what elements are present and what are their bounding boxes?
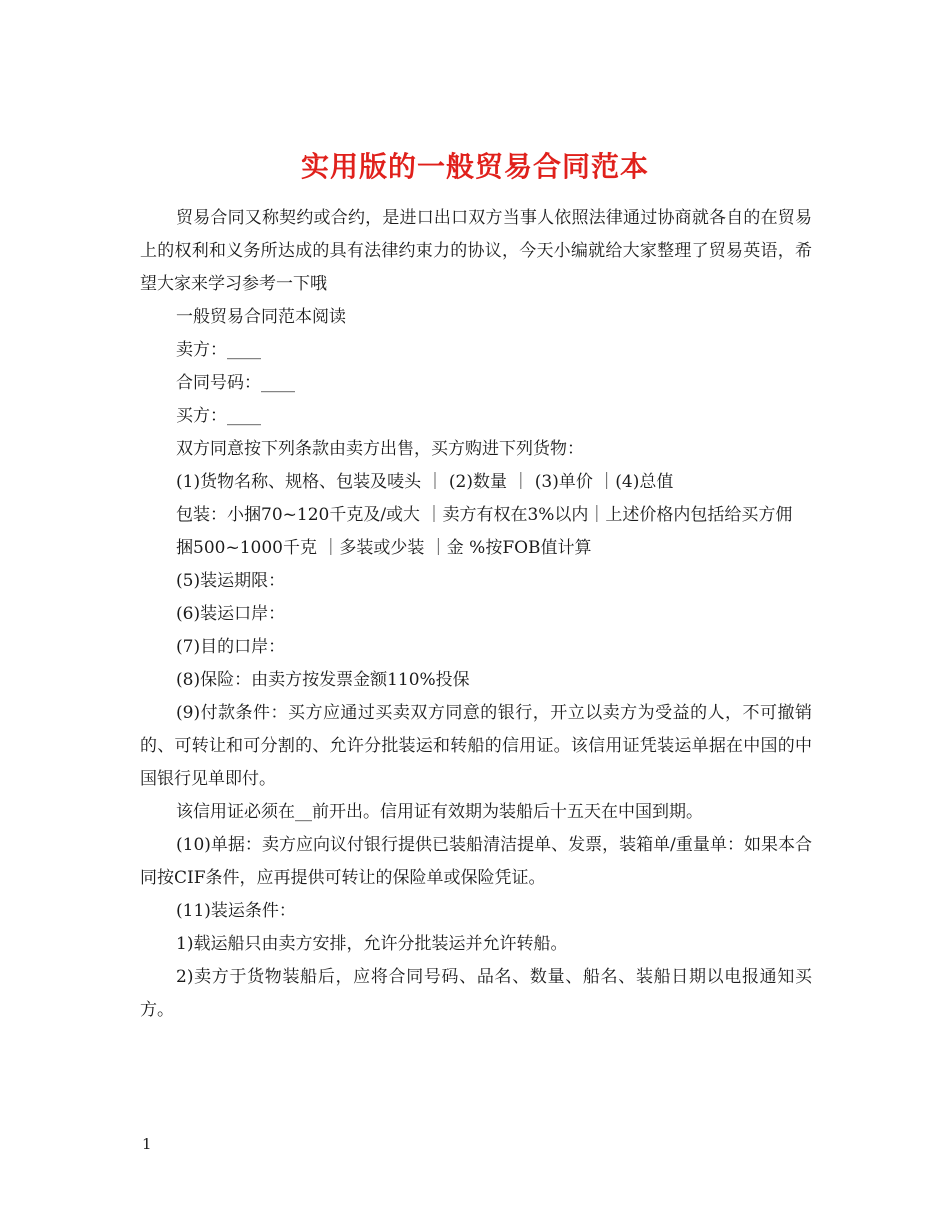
paragraph-payment: (9)付款条件：买方应通过买卖双方同意的银行，开立以卖方为受益的人，不可撤销的、可转让和可分割的、允许分批装运和转船的信用证。该信用证凭装运单据在中国的中国银行见单即付。 xyxy=(140,703,812,789)
paragraph-shipping-terms: (11)装运条件： xyxy=(176,901,296,921)
document-body xyxy=(140,202,812,1027)
paragraph-shipping-term-1: 1)载运船只由卖方安排，允许分批装运并允许转船。 xyxy=(176,934,568,954)
paragraph-insurance: (8)保险：由卖方按发票金额110%投保 xyxy=(176,670,470,690)
paragraph-packing: 包装：小捆70~120千克及/或大 ｜卖方有权在3%以内｜上述价格内包括给买方佣 xyxy=(176,505,793,525)
paragraph-documents: (10)单据：卖方应向议付银行提供已装船清洁提单、发票，装箱单/重量单：如果本合同按CIF条件，应再提供可转让的保险单或保险凭证。 xyxy=(140,835,812,888)
paragraph-heading: 一般贸易合同范本阅读 xyxy=(176,307,346,327)
paragraph-intro: 贸易合同又称契约或合约，是进口出口双方当事人依照法律通过协商就各自的在贸易上的权利和义务所达成的具有法律约束力的协议，今天小编就给大家整理了贸易英语，希望大家来学习参考一下哦 xyxy=(140,208,812,294)
paragraph-contract-number: 合同号码：____ xyxy=(176,373,295,393)
paragraph-port-of-destination: (7)目的口岸： xyxy=(176,637,286,657)
paragraph-shipping-term-2: 2)卖方于货物装船后，应将合同号码、品名、数量、船名、装船日期以电报通知买方。 xyxy=(140,967,812,1020)
paragraph-goods-columns: (1)货物名称、规格、包装及唛头 ｜ (2)数量 ｜ (3)单价 ｜(4)总值 xyxy=(176,472,674,492)
page-number: 1 xyxy=(142,1135,152,1153)
document-title: 实用版的一般贸易合同范本 xyxy=(300,149,649,183)
paragraph-buyer: 买方：____ xyxy=(176,406,261,426)
paragraph-shipment-period: (5)装运期限： xyxy=(176,571,286,591)
paragraph-agreement: 双方同意按下列条款由卖方出售，买方购进下列货物： xyxy=(176,439,584,459)
paragraph-port-of-loading: (6)装运口岸： xyxy=(176,604,286,624)
paragraph-seller: 卖方：____ xyxy=(176,340,261,360)
paragraph-packing-cont: 捆500~1000千克 ｜多装或少装 ｜金 %按FOB值计算 xyxy=(176,538,592,558)
paragraph-credit-validity: 该信用证必须在__前开出。信用证有效期为装船后十五天在中国到期。 xyxy=(176,802,703,822)
